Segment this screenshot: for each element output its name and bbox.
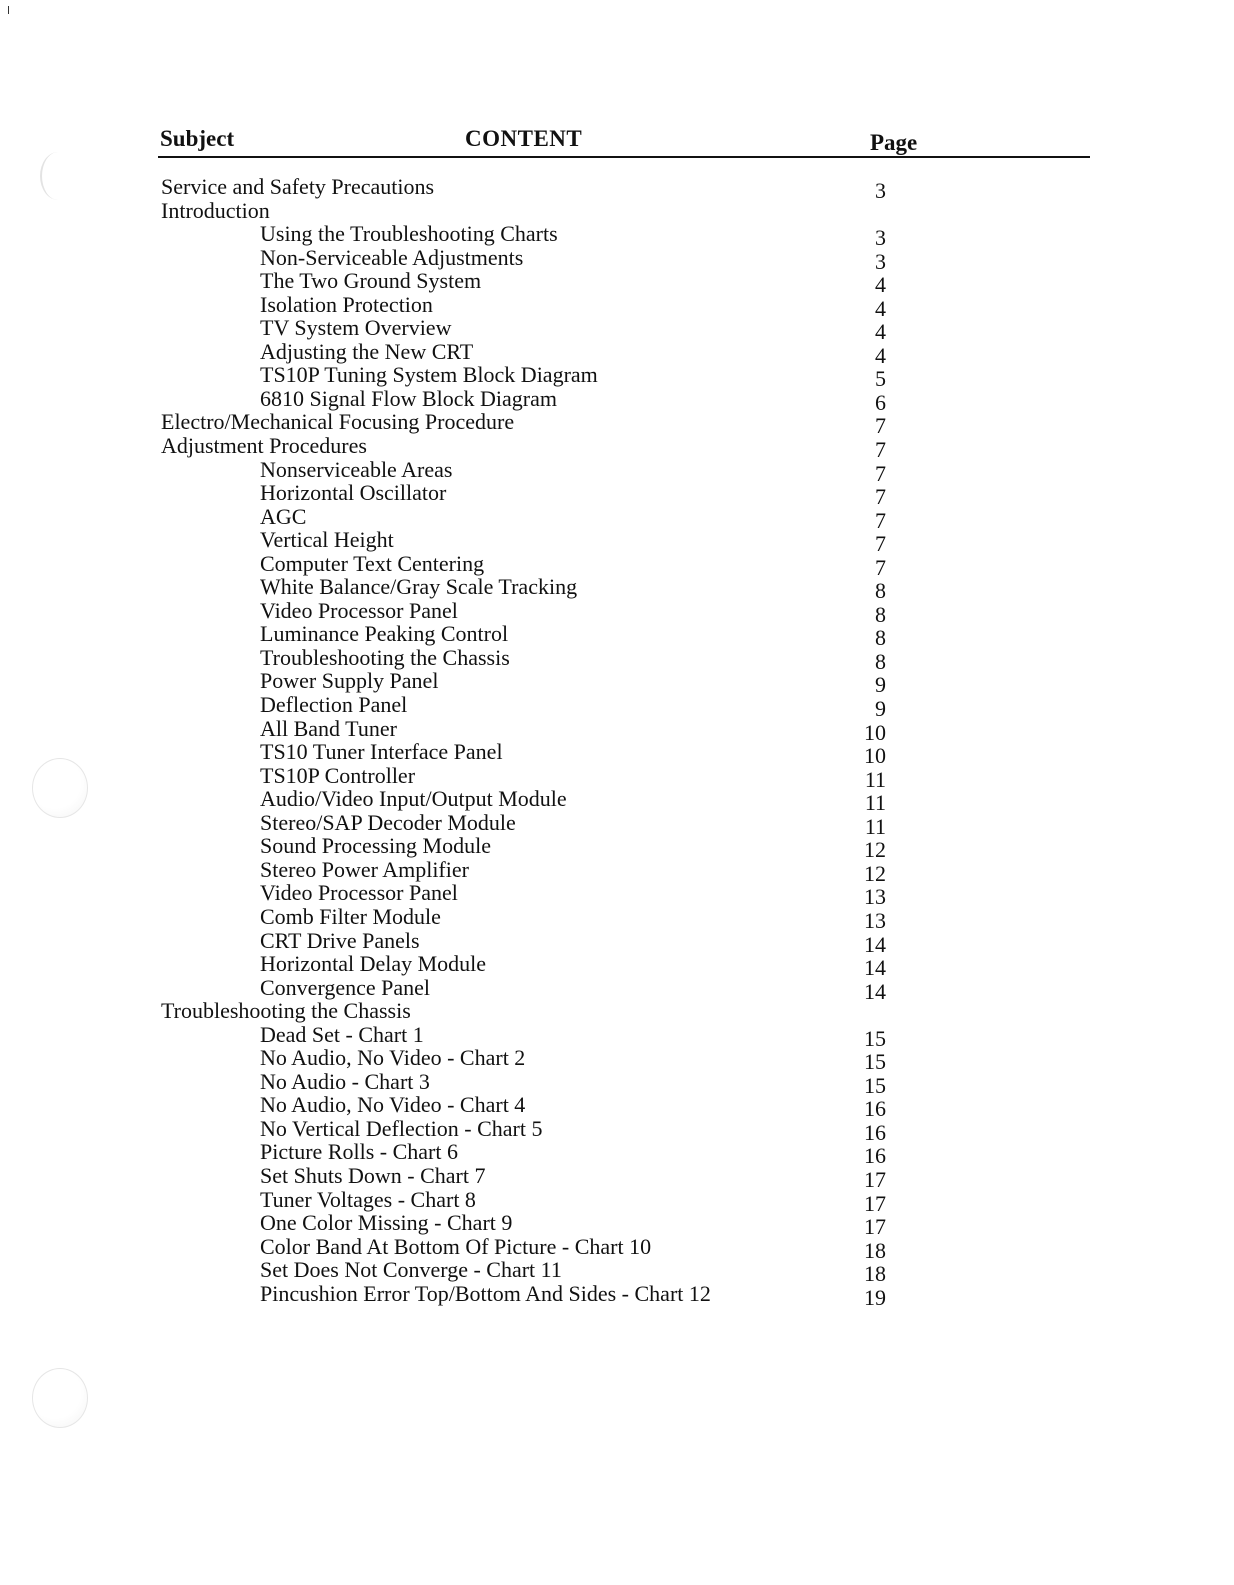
toc-entry-page: 7	[875, 437, 886, 463]
toc-entry-label: Introduction	[161, 197, 270, 223]
toc-entry	[0, 856, 1234, 886]
toc-entry-label: Non-Serviceable Adjustments	[260, 244, 524, 270]
toc-entry	[0, 951, 1234, 981]
toc-entry	[0, 786, 1234, 816]
toc-entry	[0, 1162, 1234, 1192]
toc-entry-label: Comb Filter Module	[260, 903, 441, 929]
toc-entry	[0, 480, 1234, 510]
toc-entry-label: Isolation Protection	[260, 291, 433, 317]
toc-entry-page: 14	[864, 931, 886, 957]
toc-entry	[0, 597, 1234, 627]
toc-entry-page: 15	[864, 1072, 886, 1098]
toc-entry-label: One Color Missing - Chart 9	[260, 1210, 513, 1236]
toc-entry-label: Stereo/SAP Decoder Module	[260, 809, 516, 835]
toc-entry	[0, 1115, 1234, 1145]
toc-entry-page: 11	[864, 813, 886, 839]
toc-entry-label: AGC	[260, 503, 307, 529]
toc-entry-page: 13	[864, 907, 886, 933]
toc-entry	[0, 456, 1234, 486]
page-column-heading: Page	[870, 130, 918, 155]
toc-entry-page: 9	[875, 672, 886, 698]
toc-entry-page: 4	[875, 295, 886, 321]
toc-entry-page: 16	[864, 1119, 886, 1145]
toc-entry-label: Audio/Video Input/Output Module	[260, 786, 567, 812]
toc-entry	[0, 338, 1234, 368]
subject-column-heading: Subject	[160, 126, 235, 151]
toc-entry	[0, 268, 1234, 298]
toc-entry-label: Luminance Peaking Control	[260, 621, 509, 647]
toc-entry-label: Nonserviceable Areas	[260, 456, 453, 482]
toc-entry-page: 18	[864, 1261, 886, 1287]
toc-entry	[0, 550, 1234, 580]
toc-entry-label: Picture Rolls - Chart 6	[260, 1139, 458, 1165]
toc-entry-page: 17	[864, 1166, 886, 1192]
toc-entry-page: 11	[864, 790, 886, 816]
toc-entry-label: TS10 Tuner Interface Panel	[260, 739, 503, 765]
toc-entry	[0, 315, 1234, 345]
toc-entry-label: Horizontal Delay Module	[260, 951, 487, 977]
toc-entry-page: 17	[864, 1190, 886, 1216]
toc-entry	[0, 1045, 1234, 1075]
toc-entry-page: 7	[875, 554, 886, 580]
toc-entry	[0, 291, 1234, 321]
toc-entry-page: 12	[864, 837, 886, 863]
toc-entry-page: 7	[875, 531, 886, 557]
toc-entry-label: Color Band At Bottom Of Picture - Chart 10	[260, 1233, 652, 1259]
toc-entry-label: Set Does Not Converge - Chart 11	[260, 1257, 562, 1283]
toc-entry-page: 7	[875, 460, 886, 486]
toc-entry-label: Troubleshooting the Chassis	[161, 998, 411, 1024]
toc-entry-label: TS10P Tuning System Block Diagram	[260, 362, 598, 388]
toc-entry-label: Electro/Mechanical Focusing Procedure	[161, 409, 515, 435]
toc-entry	[0, 1257, 1234, 1287]
toc-entry-label: Pincushion Error Top/Bottom And Sides - Chart 12	[260, 1280, 711, 1306]
toc-entry	[0, 762, 1234, 792]
toc-entry-page: 8	[875, 601, 886, 627]
toc-entry-page: 12	[864, 860, 886, 886]
toc-entry-page: 15	[864, 1025, 886, 1051]
toc-entry	[0, 880, 1234, 910]
toc-entry	[0, 433, 1234, 463]
toc-entry	[0, 692, 1234, 722]
toc-entry-page: 4	[875, 272, 886, 298]
toc-entry-label: Set Shuts Down - Chart 7	[260, 1162, 486, 1188]
toc-entry-page: 8	[875, 648, 886, 674]
toc-entry	[0, 903, 1234, 933]
toc-entry-label: Power Supply Panel	[260, 668, 439, 694]
toc-entry-page: 10	[864, 743, 886, 769]
toc-entry-label: Computer Text Centering	[260, 550, 485, 576]
toc-entry-page: 8	[875, 578, 886, 604]
toc-entry-label: Vertical Height	[260, 527, 394, 553]
toc-entry	[0, 574, 1234, 604]
toc-entry-label: Stereo Power Amplifier	[260, 856, 469, 882]
toc-entry-label: No Audio - Chart 3	[260, 1068, 430, 1094]
toc-entry-page: 3	[875, 178, 886, 203]
toc-entry-label: 6810 Signal Flow Block Diagram	[260, 385, 557, 411]
toc-header	[160, 122, 1090, 160]
toc-entry	[0, 715, 1234, 745]
toc-entry	[0, 362, 1234, 392]
toc-entry-page: 10	[864, 719, 886, 745]
toc-entry	[0, 927, 1234, 957]
toc-entry-label: Troubleshooting the Chassis	[260, 644, 510, 670]
content-title: CONTENT	[465, 126, 583, 151]
toc-entry-label: Service and Safety Precautions	[161, 174, 435, 199]
toc-entry-page: 5	[875, 366, 886, 392]
toc-entry-label: Adjustment Procedures	[161, 433, 367, 459]
toc-entry-page: 15	[864, 1049, 886, 1075]
binder-hole-bottom	[32, 1368, 88, 1428]
toc-entry-label: Tuner Voltages - Chart 8	[260, 1186, 476, 1212]
toc-entry-page: 7	[875, 413, 886, 439]
toc-entry	[0, 999, 1234, 1023]
toc-entry-page: 11	[864, 766, 886, 792]
toc-entry	[0, 174, 1234, 203]
toc-entry-page: 14	[864, 955, 886, 981]
toc-entry-page: 16	[864, 1096, 886, 1122]
toc-entry-label: Horizontal Oscillator	[260, 480, 447, 506]
toc-entry	[0, 644, 1234, 674]
toc-entry	[0, 503, 1234, 533]
toc-entry	[0, 1280, 1234, 1310]
toc-entry	[0, 1139, 1234, 1169]
toc-entry-label: Video Processor Panel	[260, 880, 458, 906]
toc-entry-page: 8	[875, 625, 886, 651]
toc-entry-label: CRT Drive Panels	[260, 927, 420, 953]
toc-entry-label: TV System Overview	[260, 315, 452, 341]
toc-entry	[0, 621, 1234, 651]
toc-entry-label: Deflection Panel	[260, 692, 408, 718]
toc-entry-label: All Band Tuner	[260, 715, 397, 741]
toc-entry	[0, 385, 1234, 415]
toc-entry-page: 9	[875, 696, 886, 722]
toc-entry-page: 13	[864, 884, 886, 910]
toc-entry	[0, 809, 1234, 839]
toc-entry-label: Convergence Panel	[260, 974, 431, 1000]
toc-entry	[0, 1068, 1234, 1098]
page-edge-mark	[8, 6, 9, 14]
toc-entry	[0, 527, 1234, 557]
toc-entry	[0, 199, 1234, 223]
toc-entry	[0, 739, 1234, 769]
toc-entry-page: 14	[864, 978, 886, 1004]
toc-entry-label: No Audio, No Video - Chart 2	[260, 1045, 526, 1071]
toc-entry	[0, 974, 1234, 1004]
toc-entry-page: 16	[864, 1143, 886, 1169]
header-rule	[158, 156, 1090, 158]
toc-entry	[0, 1021, 1234, 1051]
toc-entry	[0, 244, 1234, 274]
toc-entry	[0, 409, 1234, 439]
toc-entry	[0, 1210, 1234, 1240]
toc-entry-label: Adjusting the New CRT	[260, 338, 474, 364]
toc-entry-page: 3	[875, 225, 886, 251]
toc-entry-page: 7	[875, 484, 886, 510]
toc-entry	[0, 1092, 1234, 1122]
toc-entry-page: 19	[864, 1284, 886, 1310]
table-of-contents	[0, 174, 1234, 1310]
toc-entry-label: No Audio, No Video - Chart 4	[260, 1092, 526, 1118]
toc-entry-label: Dead Set - Chart 1	[260, 1021, 424, 1047]
toc-entry-page: 7	[875, 507, 886, 533]
toc-entry	[0, 1233, 1234, 1263]
toc-entry-label: No Vertical Deflection - Chart 5	[260, 1115, 543, 1141]
toc-entry	[0, 668, 1234, 698]
toc-entry-page: 4	[875, 319, 886, 345]
toc-entry-label: Using the Troubleshooting Charts	[260, 221, 558, 247]
toc-entry	[0, 1186, 1234, 1216]
toc-entry-page: 6	[875, 389, 886, 415]
toc-entry-label: White Balance/Gray Scale Tracking	[260, 574, 578, 600]
toc-entry-label: Video Processor Panel	[260, 597, 458, 623]
toc-entry-page: 3	[875, 248, 886, 274]
toc-entry-page: 17	[864, 1214, 886, 1240]
toc-entry-label: TS10P Controller	[260, 762, 416, 788]
toc-entry-page: 18	[864, 1237, 886, 1263]
toc-entry	[0, 833, 1234, 863]
toc-entry-page: 4	[875, 342, 886, 368]
toc-entry-label: Sound Processing Module	[260, 833, 491, 859]
toc-entry	[0, 221, 1234, 251]
toc-entry-label: The Two Ground System	[260, 268, 482, 294]
